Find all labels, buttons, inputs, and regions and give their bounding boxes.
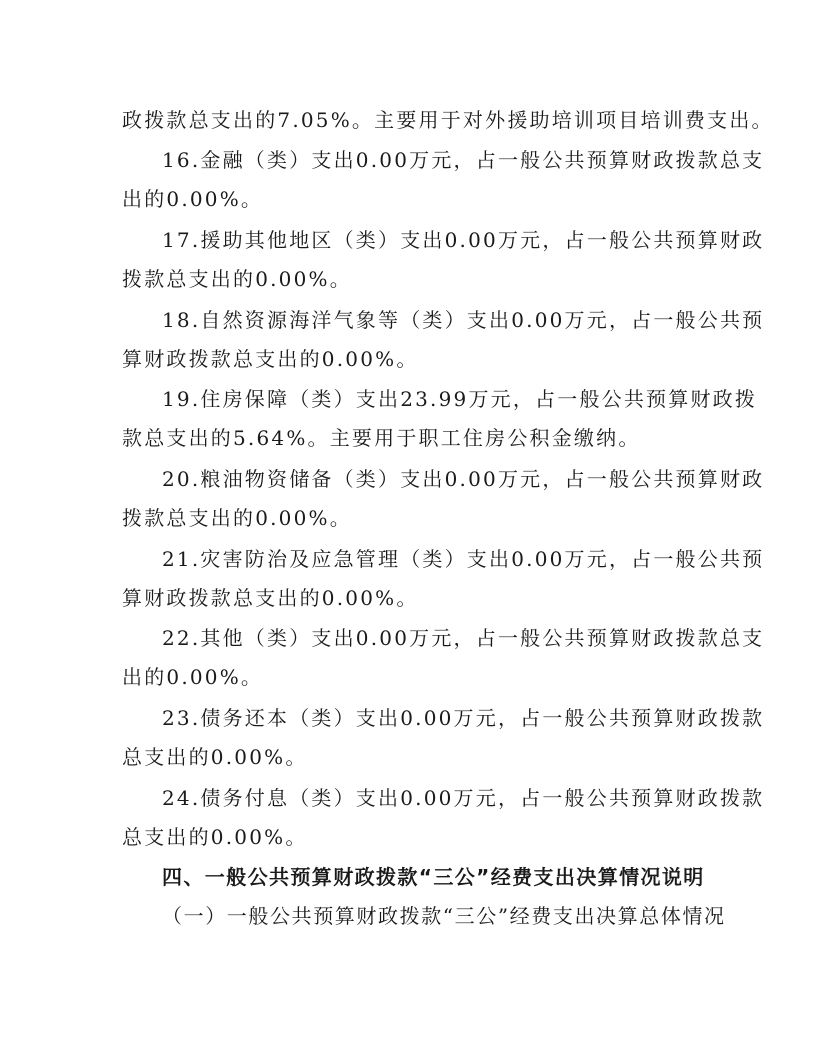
paragraph-line: 拨款总支出的0.00%。 bbox=[122, 506, 352, 530]
paragraph-line: 拨款总支出的0.00%。 bbox=[122, 267, 352, 291]
paragraph-line: 算财政拨款总支出的0.00%。 bbox=[122, 347, 419, 371]
paragraph-line-item-17: 17.援助其他地区（类）支出0.00万元，占一般公共预算财政 bbox=[162, 228, 765, 252]
subsection-heading: （一）一般公共预算财政拨款“三公”经费支出决算总体情况 bbox=[162, 904, 726, 928]
paragraph-line: 政拨款总支出的7.05%。主要用于对外援助培训项目培训费支出。 bbox=[122, 108, 774, 132]
paragraph-line: 出的0.00%。 bbox=[122, 665, 264, 689]
paragraph-line-item-23: 23.债务还本（类）支出0.00万元，占一般公共预算财政拨款 bbox=[162, 706, 765, 730]
paragraph-line: 总支出的0.00%。 bbox=[122, 825, 308, 849]
paragraph-line-item-24: 24.债务付息（类）支出0.00万元，占一般公共预算财政拨款 bbox=[162, 786, 765, 810]
paragraph-line-item-18: 18.自然资源海洋气象等（类）支出0.00万元，占一般公共预 bbox=[162, 308, 765, 332]
paragraph-line: 出的0.00%。 bbox=[122, 187, 264, 211]
paragraph-line-item-19: 19.住房保障（类）支出23.99万元，占一般公共预算财政拨 bbox=[162, 387, 758, 411]
paragraph-line-item-16: 16.金融（类）支出0.00万元，占一般公共预算财政拨款总支 bbox=[162, 148, 765, 172]
paragraph-line-item-20: 20.粮油物资储备（类）支出0.00万元，占一般公共预算财政 bbox=[162, 467, 765, 491]
paragraph-line: 总支出的0.00%。 bbox=[122, 745, 308, 769]
paragraph-line: 款总支出的5.64%。主要用于职工住房公积金缴纳。 bbox=[122, 426, 641, 450]
paragraph-line: 算财政拨款总支出的0.00%。 bbox=[122, 586, 419, 610]
paragraph-line-item-21: 21.灾害防治及应急管理（类）支出0.00万元，占一般公共预 bbox=[162, 547, 765, 571]
paragraph-line-item-22: 22.其他（类）支出0.00万元，占一般公共预算财政拨款总支 bbox=[162, 626, 765, 650]
section-heading: 四、一般公共预算财政拨款“三公”经费支出决算情况说明 bbox=[162, 865, 705, 889]
